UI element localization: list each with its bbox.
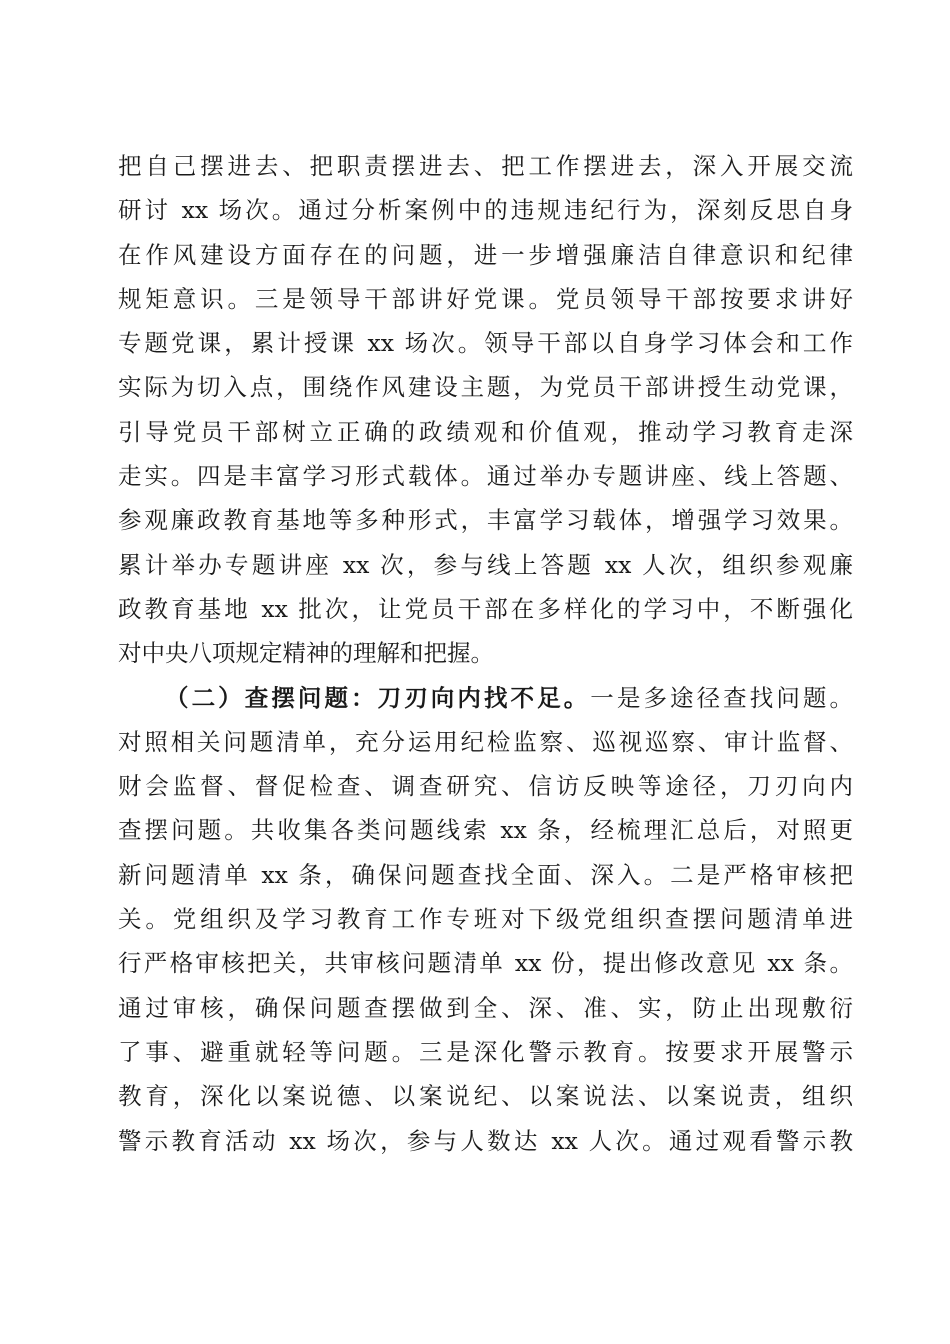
text-line: 研讨 xx 场次。通过分析案例中的违规违纪行为，深刻反思自身: [118, 196, 853, 225]
text-line: 新问题清单 xx 条，确保问题查找全面、深入。二是严格审核把: [118, 860, 853, 889]
text-line: 把自己摆进去、把职责摆进去、把工作摆进去，深入开展交流: [118, 152, 853, 180]
text-line: 实际为切入点，围绕作风建设主题，为党员干部讲授生动党课，: [118, 373, 853, 402]
text-line: 行严格审核把关，共审核问题清单 xx 份，提出修改意见 xx 条。: [118, 949, 853, 978]
text-line: 引导党员干部树立正确的政绩观和价值观，推动学习教育走深: [118, 417, 853, 446]
text-line: 参观廉政教育基地等多种形式，丰富学习载体，增强学习效果。: [118, 506, 853, 535]
text-line: 关。党组织及学习教育工作专班对下级党组织查摆问题清单进: [118, 905, 853, 934]
body-text: [118, 144, 853, 1163]
text-line: 查摆问题。共收集各类问题线索 xx 条，经梳理汇总后，对照更: [118, 816, 853, 845]
text-line: 通过审核，确保问题查摆做到全、深、准、实，防止出现敷衍: [118, 993, 853, 1022]
text-line: 财会监督、督促检查、调查研究、信访反映等途径，刀刃向内: [118, 772, 853, 801]
text-line: 累计举办专题讲座 xx 次，参与线上答题 xx 人次，组织参观廉: [118, 550, 853, 579]
text-line: 政教育基地 xx 批次，让党员干部在多样化的学习中，不断强化: [118, 594, 853, 623]
section-heading: （二）查摆问题：刀刃向内找不足。: [165, 683, 591, 712]
paragraph-1: [118, 144, 853, 676]
paragraph-2-first-line: [118, 676, 853, 720]
heading-continuation: 一是多途径查找问题。: [590, 683, 854, 712]
text-line: 走实。四是丰富学习形式载体。通过举办专题讲座、线上答题、: [118, 462, 853, 491]
text-line: 专题党课，累计授课 xx 场次。领导干部以自身学习体会和工作: [118, 329, 853, 358]
paragraph-2: [118, 676, 853, 1163]
text-line: 在作风建设方面存在的问题，进一步增强廉洁自律意识和纪律: [118, 240, 853, 269]
text-line: 警示教育活动 xx 场次，参与人数达 xx 人次。通过观看警示教: [118, 1126, 853, 1155]
text-line: 了事、避重就轻等问题。三是深化警示教育。按要求开展警示: [118, 1037, 853, 1066]
text-line: 规矩意识。三是领导干部讲好党课。党员领导干部按要求讲好: [118, 284, 853, 313]
text-line: 对中央八项规定精神的理解和把握。: [118, 639, 494, 668]
text-line: 对照相关问题清单，充分运用纪检监察、巡视巡察、审计监督、: [118, 727, 853, 756]
text-line: 教育，深化以案说德、以案说纪、以案说法、以案说责，组织: [118, 1082, 853, 1111]
